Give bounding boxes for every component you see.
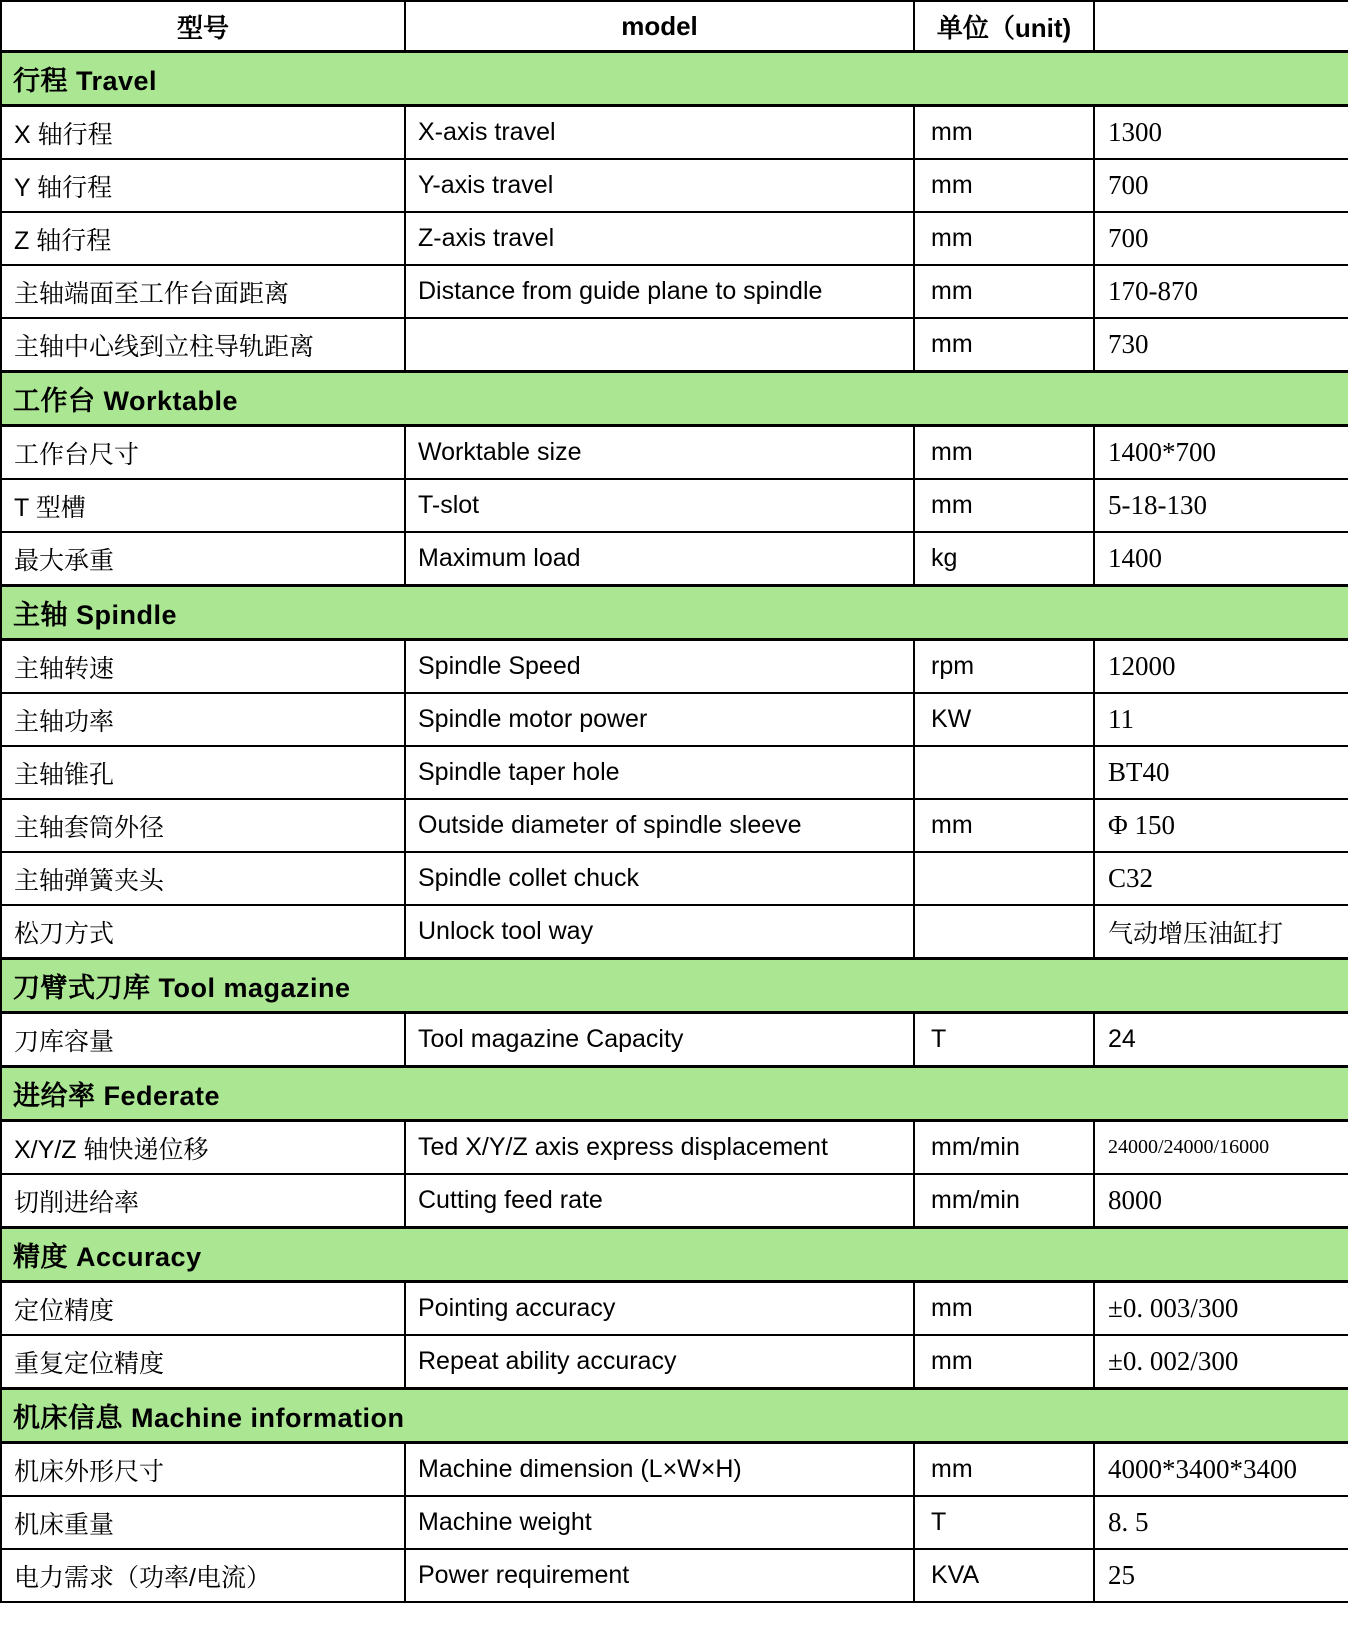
spec-value: 170-870	[1094, 265, 1348, 318]
section-title: 行程 Travel	[1, 52, 1348, 106]
spec-label-zh: Z 轴行程	[1, 212, 405, 265]
section-title: 主轴 Spindle	[1, 586, 1348, 640]
spec-row	[1, 1174, 1348, 1228]
spec-unit: mm	[914, 1335, 1094, 1389]
section-title: 进给率 Federate	[1, 1067, 1348, 1121]
section-title: 工作台 Worktable	[1, 372, 1348, 426]
spec-value: BT40	[1094, 746, 1348, 799]
spec-row	[1, 532, 1348, 586]
spec-row	[1, 106, 1348, 160]
spec-value: 气动增压油缸打	[1094, 905, 1348, 959]
spec-unit: mm	[914, 159, 1094, 212]
spec-label-en: Ted X/Y/Z axis express displacement	[405, 1121, 914, 1175]
spec-label-en: Tool magazine Capacity	[405, 1013, 914, 1067]
spec-unit: mm	[914, 426, 1094, 480]
spec-unit: KVA	[914, 1549, 1094, 1602]
spec-label-en: Power requirement	[405, 1549, 914, 1602]
spec-row	[1, 1013, 1348, 1067]
spec-label-zh: 电力需求（功率/电流）	[1, 1549, 405, 1602]
section-header-row	[1, 1389, 1348, 1443]
spec-label-en: Spindle Speed	[405, 640, 914, 694]
spec-value: ±0. 003/300	[1094, 1282, 1348, 1336]
spec-label-en: Distance from guide plane to spindle	[405, 265, 914, 318]
column-header-model-zh: 型号	[1, 1, 405, 52]
spec-unit	[914, 905, 1094, 959]
section-header-row	[1, 372, 1348, 426]
section-header-row	[1, 586, 1348, 640]
spec-unit: mm/min	[914, 1174, 1094, 1228]
spec-label-zh: 切削进给率	[1, 1174, 405, 1228]
spec-row	[1, 426, 1348, 480]
section-title: 精度 Accuracy	[1, 1228, 1348, 1282]
spec-unit: KW	[914, 693, 1094, 746]
spec-value: C32	[1094, 852, 1348, 905]
section-title: 刀臂式刀库 Tool magazine	[1, 959, 1348, 1013]
spec-label-zh: X 轴行程	[1, 106, 405, 160]
spec-row	[1, 905, 1348, 959]
spec-value: 730	[1094, 318, 1348, 372]
spec-label-zh: X/Y/Z 轴快递位移	[1, 1121, 405, 1175]
spec-label-zh: 主轴中心线到立柱导轨距离	[1, 318, 405, 372]
spec-row	[1, 1282, 1348, 1336]
spec-unit: rpm	[914, 640, 1094, 694]
spec-unit: mm	[914, 212, 1094, 265]
spec-label-zh: 机床外形尺寸	[1, 1443, 405, 1497]
spec-label-en: Maximum load	[405, 532, 914, 586]
spec-row	[1, 1335, 1348, 1389]
spec-unit: mm	[914, 799, 1094, 852]
spec-unit: mm	[914, 1282, 1094, 1336]
spec-unit: kg	[914, 532, 1094, 586]
column-header-unit: 单位（unit)	[914, 1, 1094, 52]
spec-unit: T	[914, 1013, 1094, 1067]
spec-value: 24	[1094, 1013, 1348, 1067]
section-header-row	[1, 1067, 1348, 1121]
spec-row	[1, 318, 1348, 372]
spec-label-zh: 最大承重	[1, 532, 405, 586]
spec-label-zh: 主轴弹簧夹头	[1, 852, 405, 905]
spec-label-en: Spindle collet chuck	[405, 852, 914, 905]
spec-row	[1, 640, 1348, 694]
spec-row	[1, 693, 1348, 746]
column-header-value	[1094, 1, 1348, 52]
spec-unit: T	[914, 1496, 1094, 1549]
spec-label-en: Repeat ability accuracy	[405, 1335, 914, 1389]
spec-label-en: Machine dimension (L×W×H)	[405, 1443, 914, 1497]
section-header-row	[1, 959, 1348, 1013]
spec-label-zh: 重复定位精度	[1, 1335, 405, 1389]
spec-label-en: X-axis travel	[405, 106, 914, 160]
spec-row	[1, 479, 1348, 532]
spec-label-en: Spindle taper hole	[405, 746, 914, 799]
spec-label-zh: Y 轴行程	[1, 159, 405, 212]
spec-row	[1, 1549, 1348, 1602]
spec-label-en: Machine weight	[405, 1496, 914, 1549]
spec-table-body	[1, 52, 1348, 1603]
spec-unit: mm/min	[914, 1121, 1094, 1175]
spec-row	[1, 1121, 1348, 1175]
spec-row	[1, 212, 1348, 265]
spec-value: 4000*3400*3400	[1094, 1443, 1348, 1497]
spec-label-en: Y-axis travel	[405, 159, 914, 212]
spec-value: 1400	[1094, 532, 1348, 586]
spec-value: Φ 150	[1094, 799, 1348, 852]
spec-value: 1400*700	[1094, 426, 1348, 480]
spec-label-en: Unlock tool way	[405, 905, 914, 959]
spec-label-zh: 主轴转速	[1, 640, 405, 694]
spec-label-en: Cutting feed rate	[405, 1174, 914, 1228]
spec-value: ±0. 002/300	[1094, 1335, 1348, 1389]
spec-label-zh: 定位精度	[1, 1282, 405, 1336]
table-header	[1, 1, 1348, 52]
spec-row	[1, 159, 1348, 212]
spec-row	[1, 746, 1348, 799]
spec-unit: mm	[914, 106, 1094, 160]
spec-value: 1300	[1094, 106, 1348, 160]
spec-row	[1, 852, 1348, 905]
spec-value: 25	[1094, 1549, 1348, 1602]
spec-label-zh: T 型槽	[1, 479, 405, 532]
spec-unit	[914, 746, 1094, 799]
spec-label-en: Z-axis travel	[405, 212, 914, 265]
spec-label-zh: 主轴端面至工作台面距离	[1, 265, 405, 318]
spec-label-zh: 主轴套筒外径	[1, 799, 405, 852]
spec-label-zh: 工作台尺寸	[1, 426, 405, 480]
spec-label-zh: 松刀方式	[1, 905, 405, 959]
spec-unit: mm	[914, 1443, 1094, 1497]
spec-label-en: T-slot	[405, 479, 914, 532]
spec-value: 12000	[1094, 640, 1348, 694]
spec-row	[1, 799, 1348, 852]
section-header-row	[1, 1228, 1348, 1282]
spec-label-en: Worktable size	[405, 426, 914, 480]
spec-label-en: Pointing accuracy	[405, 1282, 914, 1336]
spec-unit: mm	[914, 265, 1094, 318]
spec-label-zh: 机床重量	[1, 1496, 405, 1549]
spec-label-zh: 主轴锥孔	[1, 746, 405, 799]
spec-value: 700	[1094, 159, 1348, 212]
spec-label-en	[405, 318, 914, 372]
spec-value: 5-18-130	[1094, 479, 1348, 532]
spec-label-zh: 刀库容量	[1, 1013, 405, 1067]
spec-value: 700	[1094, 212, 1348, 265]
spec-label-en: Spindle motor power	[405, 693, 914, 746]
spec-value: 11	[1094, 693, 1348, 746]
column-header-model-en: model	[405, 1, 914, 52]
header-row	[1, 1, 1348, 52]
spec-unit: mm	[914, 479, 1094, 532]
spec-unit: mm	[914, 318, 1094, 372]
spec-label-zh: 主轴功率	[1, 693, 405, 746]
spec-row	[1, 265, 1348, 318]
spec-value: 24000/24000/16000	[1094, 1121, 1348, 1175]
spec-row	[1, 1496, 1348, 1549]
spec-row	[1, 1443, 1348, 1497]
spec-value: 8. 5	[1094, 1496, 1348, 1549]
section-header-row	[1, 52, 1348, 106]
spec-value: 8000	[1094, 1174, 1348, 1228]
spec-unit	[914, 852, 1094, 905]
spec-label-en: Outside diameter of spindle sleeve	[405, 799, 914, 852]
section-title: 机床信息 Machine information	[1, 1389, 1348, 1443]
